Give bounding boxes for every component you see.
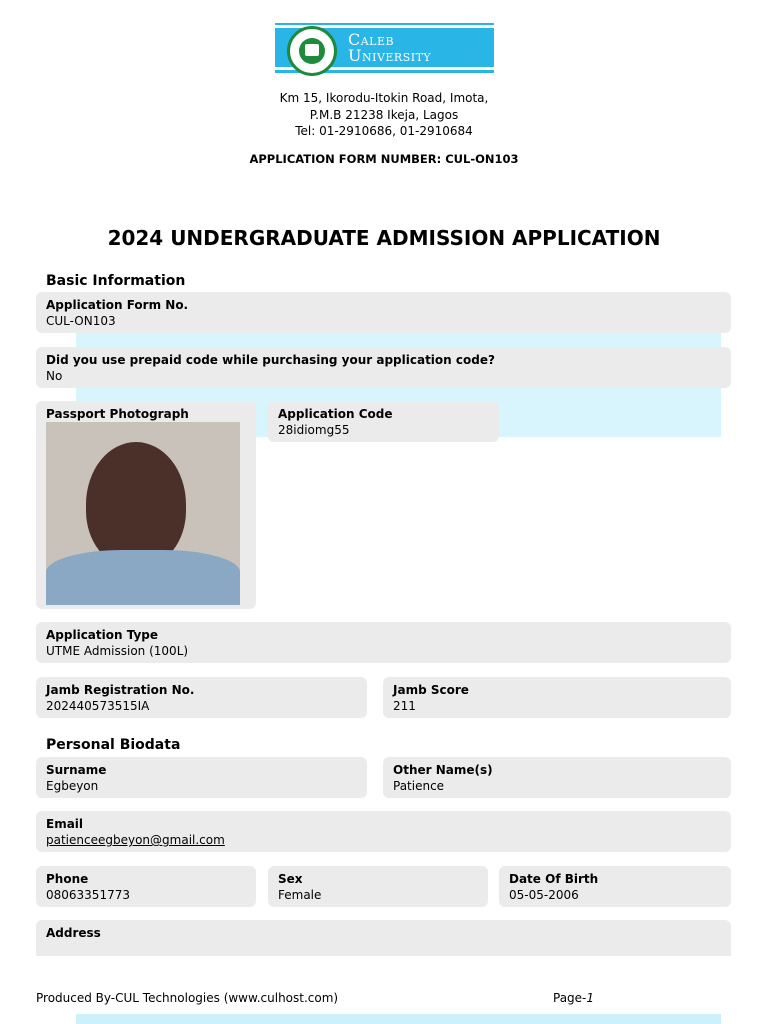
section-personal-biodata: Personal Biodata xyxy=(46,737,181,753)
field-jamb-registration-no: Jamb Registration No. 202440573515IA xyxy=(36,677,367,718)
field-date-of-birth: Date Of Birth 05-05-2006 xyxy=(499,866,731,907)
university-seal-icon xyxy=(287,26,337,76)
footer-produced-by: Produced By-CUL Technologies (www.culhost.com) xyxy=(36,991,339,1005)
university-address: Km 15, Ikorodu-Itokin Road, Imota, P.M.B 21238 Ikeja, Lagos Tel: 01-2910686, 01-2910684 xyxy=(279,91,489,138)
page-title: 2024 UNDERGRADUATE ADMISSION APPLICATION xyxy=(107,226,661,250)
field-application-form-no: Application Form No. CUL-ON103 xyxy=(36,292,731,333)
field-sex: Sex Female xyxy=(268,866,488,907)
logo-text: Caleb University xyxy=(348,30,432,65)
field-application-type: Application Type UTME Admission (100L) xyxy=(36,622,731,663)
field-surname: Surname Egbeyon xyxy=(36,757,367,798)
field-email: Email patienceegbeyon@gmail.com xyxy=(36,811,731,852)
field-application-code: Application Code 28idiomg55 xyxy=(268,401,499,442)
application-form-number: APPLICATION FORM NUMBER: CUL-ON103 xyxy=(249,152,519,166)
footer-page: Page-1 xyxy=(553,991,595,1005)
field-address: Address xyxy=(36,920,731,956)
page-number: 1 xyxy=(586,991,595,1005)
section-basic-information: Basic Information xyxy=(46,273,186,289)
field-other-names: Other Name(s) Patience xyxy=(383,757,731,798)
email-link[interactable]: patienceegbeyon@gmail.com xyxy=(46,833,225,847)
field-passport-photograph: Passport Photograph xyxy=(36,401,256,609)
field-phone: Phone 08063351773 xyxy=(36,866,256,907)
passport-photo xyxy=(46,422,240,605)
caleb-university-logo xyxy=(275,20,494,73)
field-jamb-score: Jamb Score 211 xyxy=(383,677,731,718)
logo-watermark-footer xyxy=(76,1014,721,1024)
field-prepaid-code: Did you use prepaid code while purchasing your application code? No xyxy=(36,347,731,388)
